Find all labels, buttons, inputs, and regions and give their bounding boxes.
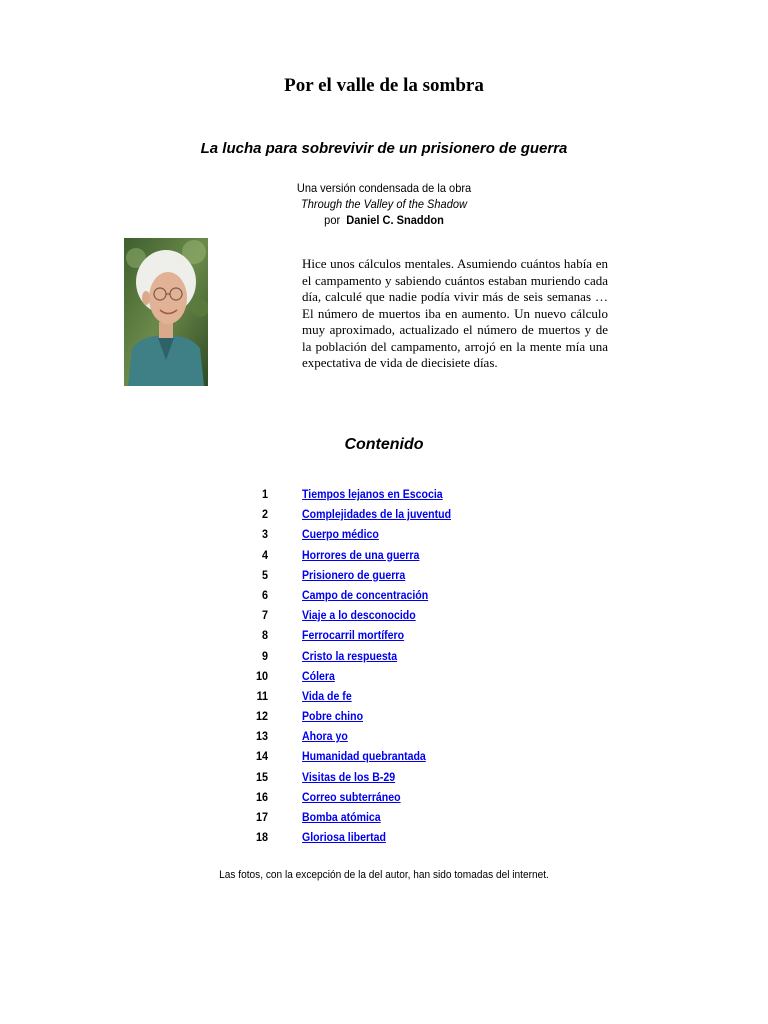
toc-chapter-link[interactable]: Prisionero de guerra [302, 567, 406, 582]
page-title: Por el valle de la sombra [284, 75, 484, 96]
toc-chapter-link[interactable]: Horrores de una guerra [302, 547, 420, 562]
toc-chapter-link[interactable]: Visitas de los B-29 [302, 769, 396, 784]
table-of-contents [230, 486, 550, 849]
toc-chapter-link[interactable]: Viaje a lo desconocido [302, 608, 416, 623]
byline [31, 180, 738, 228]
toc-entry [230, 506, 550, 526]
toc-chapter-number: 13 [255, 729, 268, 744]
toc-chapter-link[interactable]: Cristo la respuesta [302, 648, 398, 663]
toc-entry [230, 627, 550, 647]
toc-entry [230, 708, 550, 728]
toc-entry [230, 486, 550, 506]
toc-chapter-link[interactable]: Ferrocarril mortífero [302, 628, 405, 643]
toc-chapter-link[interactable]: Cuerpo médico [302, 527, 379, 542]
toc-chapter-number: 18 [255, 830, 268, 845]
toc-chapter-number: 1 [261, 487, 268, 501]
by-prefix: por [324, 213, 341, 227]
toc-entry [230, 547, 550, 567]
toc-chapter-link[interactable]: Tiempos lejanos en Escocia [302, 487, 443, 501]
toc-chapter-link[interactable]: Complejidades de la juventud [302, 507, 452, 522]
contents-heading: Contenido [344, 436, 424, 453]
toc-chapter-number: 9 [261, 648, 268, 663]
toc-chapter-link[interactable]: Cólera [302, 668, 335, 683]
toc-chapter-number: 14 [255, 749, 268, 764]
toc-chapter-number: 3 [261, 527, 268, 542]
toc-entry [230, 728, 550, 748]
byline-intro: Una versión condensada de la obra [296, 181, 472, 195]
toc-chapter-number: 15 [255, 769, 268, 784]
toc-entry [230, 648, 550, 668]
toc-chapter-link[interactable]: Bomba atómica [302, 810, 381, 824]
byline-author-line [31, 212, 738, 228]
toc-chapter-number: 6 [261, 587, 268, 602]
toc-entry [230, 607, 550, 627]
toc-chapter-number: 17 [255, 810, 268, 824]
toc-entry [230, 748, 550, 768]
toc-chapter-link[interactable]: Gloriosa libertad [302, 830, 386, 845]
toc-chapter-number: 5 [261, 567, 268, 582]
toc-chapter-number: 2 [261, 507, 268, 522]
toc-chapter-number: 4 [261, 547, 268, 562]
toc-entry [230, 668, 550, 688]
toc-entry [230, 567, 550, 587]
toc-chapter-link[interactable]: Ahora yo [302, 729, 348, 744]
author-portrait-icon [124, 238, 208, 386]
toc-chapter-number: 10 [255, 668, 268, 683]
toc-entry [230, 809, 550, 829]
toc-chapter-link[interactable]: Correo subterráneo [302, 789, 401, 804]
original-book-title: Through the Valley of the Shadow [301, 197, 467, 211]
toc-entry [230, 688, 550, 708]
toc-chapter-link[interactable]: Humanidad quebrantada [302, 749, 426, 764]
epigraph-quote: Hice unos cálculos mentales. Asumiendo cuántos había en el campamento y sabiendo cuántos estaban muriendo cada día, calculé que nadie podía vivir más de seis semanas … El número de muertos iba en aumento. Un nuevo cálculo muy aproximado, actualizado el número de muertos y de la población del campamento, arrojó en la mente mía una expectativa de vida de diecisiete días. [302, 256, 608, 370]
toc-chapter-number: 16 [255, 789, 268, 804]
toc-entry [230, 587, 550, 607]
toc-entry [230, 789, 550, 809]
page-subtitle: La lucha para sobrevivir de un prisionero de guerra [200, 140, 568, 157]
toc-chapter-number: 7 [261, 608, 268, 623]
toc-chapter-number: 8 [261, 628, 268, 643]
toc-chapter-link[interactable]: Campo de concentración [302, 587, 429, 602]
toc-chapter-number: 11 [256, 688, 268, 703]
photo-credit-footnote: Las fotos, con la excepción de la del autor, han sido tomadas del internet. [219, 869, 549, 881]
toc-chapter-link[interactable]: Vida de fe [302, 688, 352, 703]
toc-entry [230, 769, 550, 789]
toc-entry [230, 829, 550, 849]
toc-chapter-number: 12 [255, 709, 268, 724]
author-name: Daniel C. Snaddon [346, 213, 444, 227]
toc-entry [230, 526, 550, 546]
toc-chapter-link[interactable]: Pobre chino [302, 709, 364, 724]
